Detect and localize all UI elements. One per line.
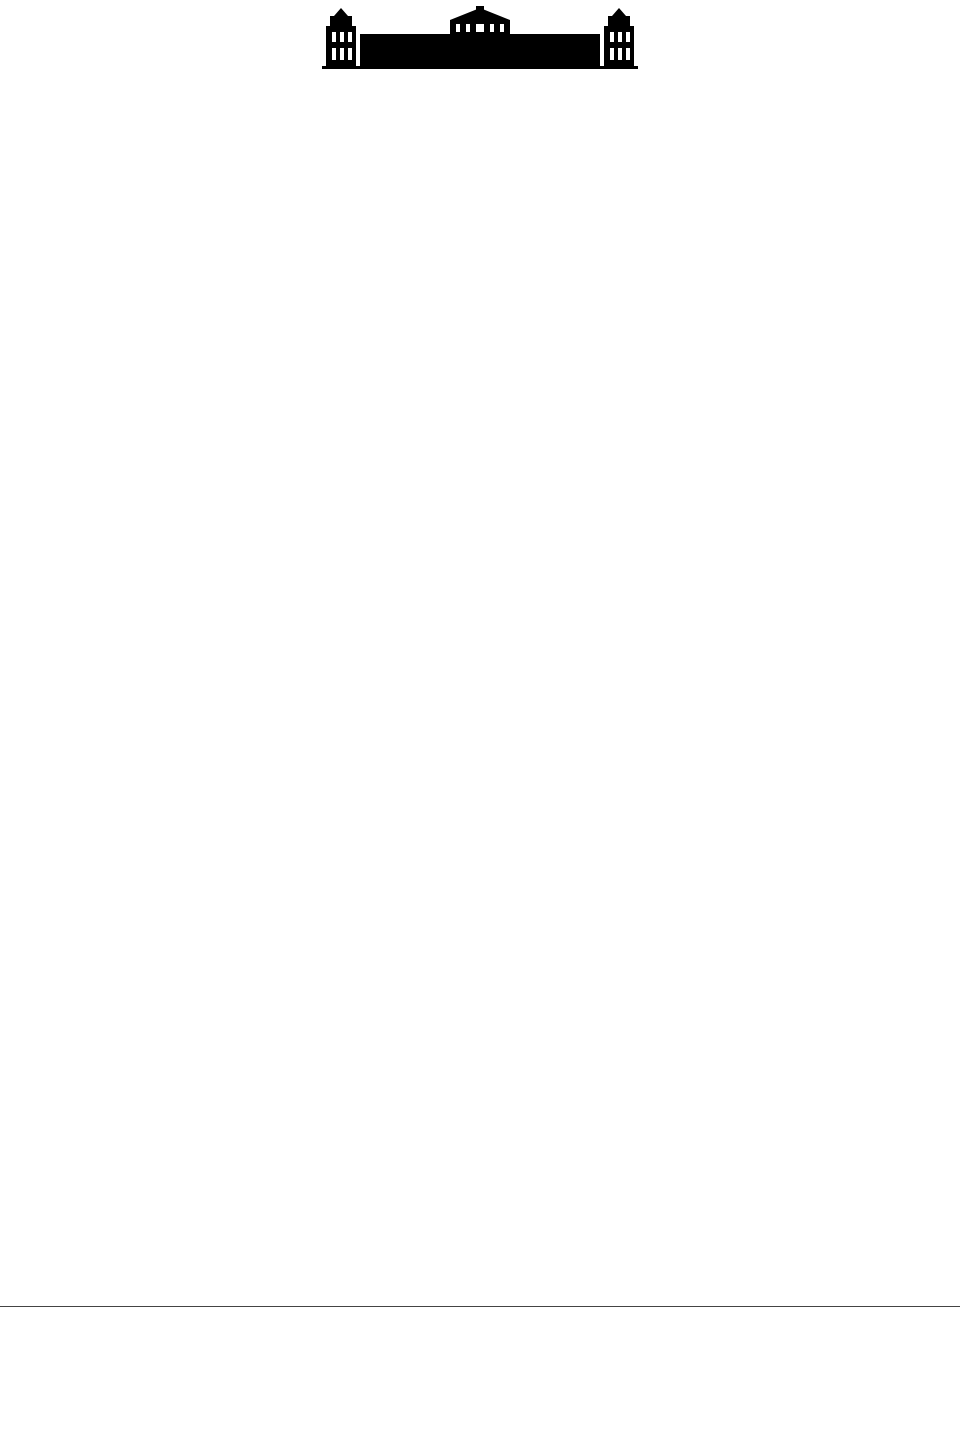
footer-divider <box>0 1306 960 1307</box>
logo-wordmark <box>320 68 640 94</box>
